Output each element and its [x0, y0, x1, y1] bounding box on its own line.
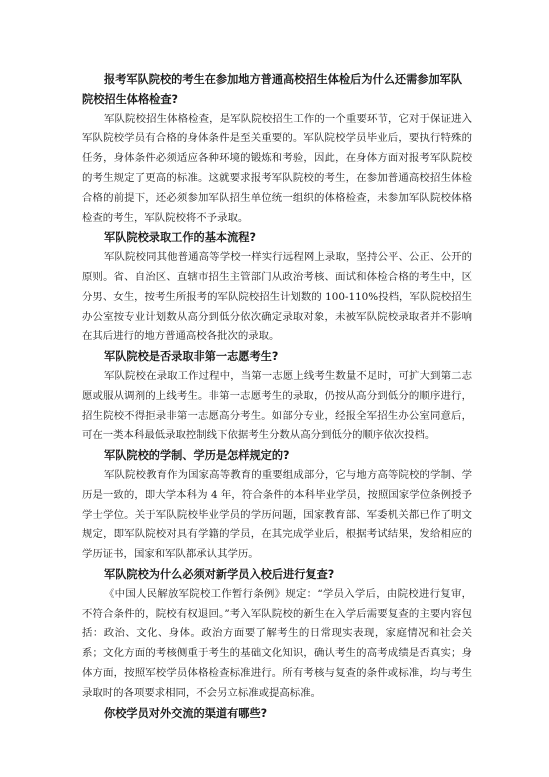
section-heading-1: 报考军队院校的考生在参加地方普通高校招生体检后为什么还需参加军队院校招生体格检查?: [82, 73, 463, 106]
section-paragraph-4: 军队院校教育作为国家高等教育的重要组成部分，它与地方高等院校的学制、学历是一致的，即大学本科为 4 年，符合条件的本科毕业学员，按照国家学位条例授予学士学位。关于军队院校毕业学员的学历问题，国家教育部、军委机关都已作了明文规定，即军队院校对具有学籍的学员，在其完成学业后，根据考试结果，发给相应的学历证书，国家和军队都承认其学历。: [82, 468, 472, 561]
section-heading-2: 军队院校录取工作的基本流程?: [104, 231, 256, 245]
section-heading-3: 军队院校是否录取非第一志愿考生?: [104, 350, 279, 364]
section-paragraph-3: 军队院校在录取工作过程中，当第一志愿上线考生数量不足时，可扩大到第二志愿或服从调剂的上线考生。非第一志愿考生的录取，仍按从高分到低分的顺序进行，招生院校不得拒录非第一志愿高分考生。如部分专业，经报全军招生办公室同意后，可在一类本科最低录取控制线下依据考生分数从高分到低分的顺序依次投档。: [82, 369, 472, 442]
document-page: [82, 70, 472, 723]
section-paragraph-2: 军队院校同其他普通高等学校一样实行远程网上录取，坚持公平、公正、公开的原则。省、自治区、直辖市招生主管部门从政治考核、面试和体检合格的考生中，区分男、女生，按考生所报考的军队院校招生计划数的 100-110%投档，军队院校招生办公室按专业计划数从高分到低分依次确定录取对象，未被军队院校录取者并不影响在其后进行的地方普通高校各批次的录取。: [82, 251, 472, 343]
section-heading-4: 军队院校的学制、学历是怎样规定的?: [104, 449, 290, 463]
section-heading-6: 你校学员对外交流的渠道有哪些?: [104, 706, 268, 720]
section-heading-5: 军队院校为什么必须对新学员入校后进行复查?: [104, 567, 335, 581]
section-paragraph-1: 军队院校招生体格检查，是军队院校招生工作的一个重要环节，它对于保证进入军队院校学员有合格的身体条件是至关重要的。军队院校学员毕业后，要执行特殊的任务，身体条件必须适应各种环境的锻炼和考验，因此，在身体方面对报考军队院校的考生规定了更高的标准。这就要求报考军队院校的考生，在参加普通高校招生体检合格的前提下，还必须参加军队招生单位统一组织的体格检查，未参加军队院校体格检查的考生，军队院校将不予录取。: [82, 112, 472, 224]
section-paragraph-5: 《中国人民解放军院校工作暂行条例》规定：“学员入学后，由院校进行复审，不符合条件的，院校有权退回。”考入军队院校的新生在入学后需要复查的主要内容包括：政治、文化、身体。政治方面要了解考生的日常现实表现，家庭情况和社会关系；文化方面的考核侧重于考生的基础文化知识，确认考生的高考成绩是否真实；身体方面，按照军校学员体格检查标准进行。所有考核与复查的条件或标准，均与考生录取时的各项要求相同，不会另立标准或提高标准。: [82, 587, 472, 699]
